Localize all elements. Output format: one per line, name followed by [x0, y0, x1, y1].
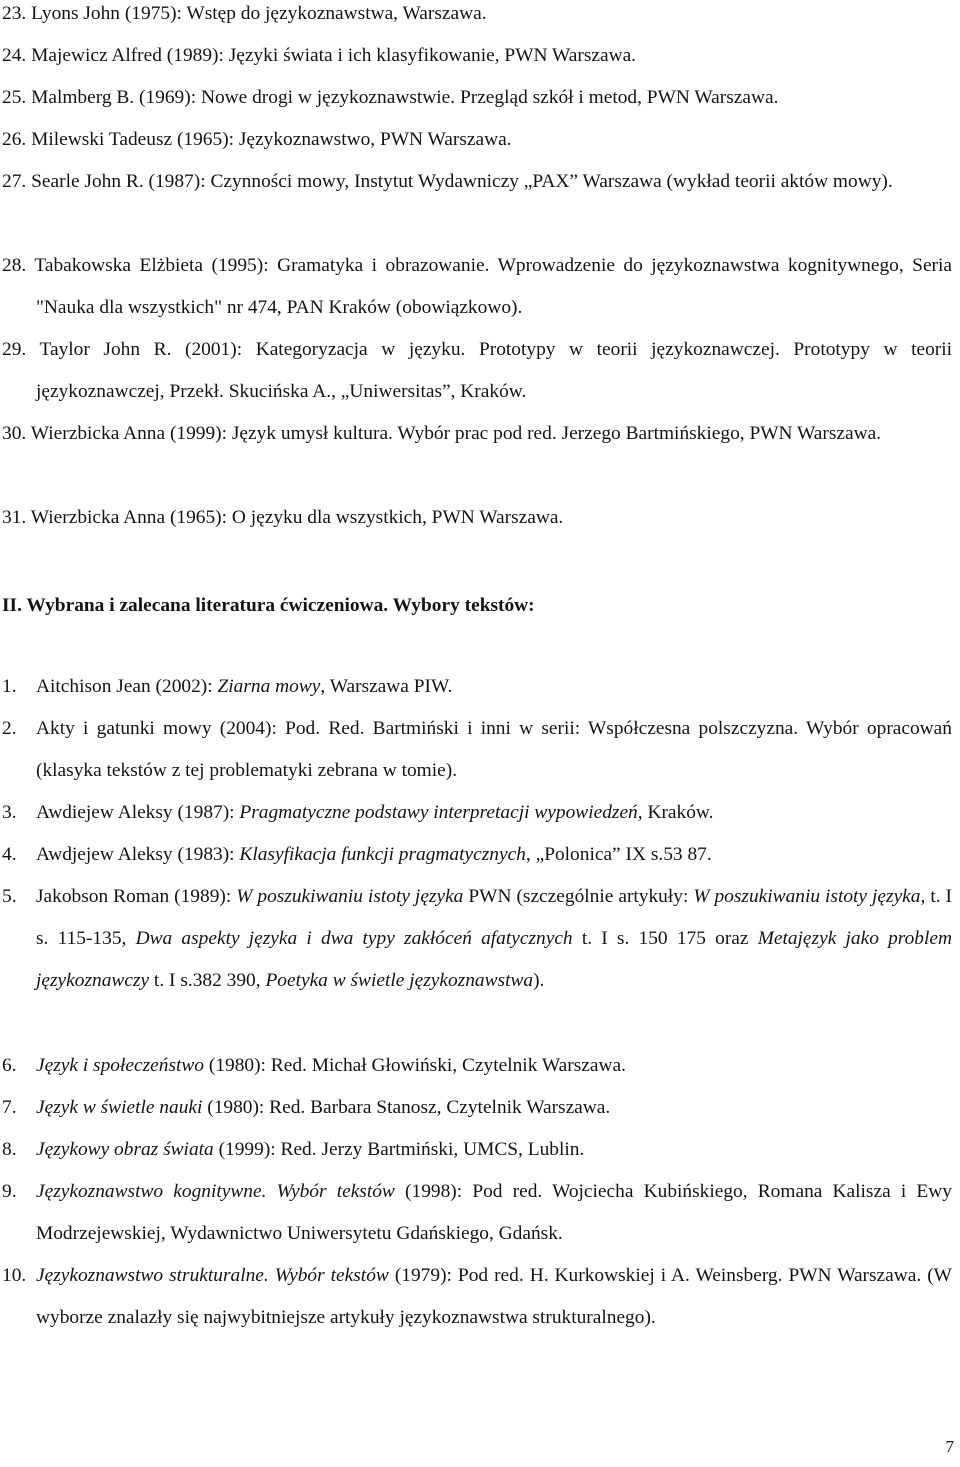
bibliography-entry-30: [0, 413, 952, 455]
entry-number: 3.: [2, 802, 17, 823]
entry-text: Awdjejew Aleksy (1983): Klasyfikacja funkcji pragmatycznych, „Polonica” IX s.53 87.: [36, 844, 712, 865]
entry-text: Jakobson Roman (1989): W poszukiwaniu istoty języka PWN (szczególnie artykuły: W poszukiwaniu istoty języka, t. I s. 115-135, Dwa aspekty języka i dwa typy zakłóceń afatycznych t. I s. 150 175 oraz Metajęzyk jako problem językoznawczy t. I s.382 390, Poetyka w świetle językoznawstwa).: [36, 886, 953, 991]
entry-number: 9.: [2, 1181, 17, 1202]
bibliography-entry-27: [0, 161, 952, 203]
entry-number: 1.: [2, 676, 17, 697]
entry-number: 4.: [2, 844, 17, 865]
bibliography-entry-26: [0, 119, 952, 161]
entry-number: 7.: [2, 1097, 17, 1118]
entry-number: 6.: [2, 1055, 17, 1076]
bibliography-entry-25: [0, 77, 952, 119]
entry-text: 31. Wierzbicka Anna (1965): O języku dla wszystkich, PWN Warszawa.: [2, 507, 564, 528]
entry-text: 29. Taylor John R. (2001): Kategoryzacja w języku. Prototypy w teorii językoznawczej. Prototypy w teorii językoznawczej, Przekł. Skucińska A., „Uniwersitas”, Kraków.: [2, 339, 952, 402]
entry-text: Językoznawstwo strukturalne. Wybór tekstów (1979): Pod red. H. Kurkowskiej i A. Weinsberg. PWN Warszawa. (W wyborze znalazły się najwybitniejsze artykuły językoznawstwa strukturalnego).: [36, 1265, 952, 1328]
reading-entry-5: [0, 876, 952, 1002]
entry-text: 24. Majewicz Alfred (1989): Języki świata i ich klasyfikowanie, PWN Warszawa.: [2, 45, 637, 66]
entry-text: Język w świetle nauki (1980): Red. Barbara Stanosz, Czytelnik Warszawa.: [36, 1097, 611, 1118]
entry-text: Język i społeczeństwo (1980): Red. Michał Głowiński, Czytelnik Warszawa.: [36, 1055, 626, 1076]
bibliography-entry-24: [0, 35, 952, 77]
entry-number: 5.: [2, 886, 17, 907]
entry-text: Akty i gatunki mowy (2004): Pod. Red. Bartmiński i inni w serii: Współczesna polszczyzna. Wybór opracowań (klasyka tekstów z tej problematyki zebrana w tomie).: [36, 718, 952, 781]
entry-text: 25. Malmberg B. (1969): Nowe drogi w językoznawstwie. Przegląd szkół i metod, PWN Warszawa.: [2, 87, 779, 108]
entry-text: Aitchison Jean (2002): Ziarna mowy, Warszawa PIW.: [36, 676, 453, 697]
section-heading: II. Wybrana i zalecana literatura ćwiczeniowa. Wybory tekstów:: [2, 595, 535, 616]
entry-text: 30. Wierzbicka Anna (1999): Język umysł kultura. Wybór prac pod red. Jerzego Bartmińskiego, PWN Warszawa.: [2, 423, 882, 444]
entry-number: 10.: [2, 1265, 27, 1286]
reading-entry-3: [0, 792, 952, 834]
reading-entry-1: [0, 666, 952, 708]
page-number: 7: [945, 1437, 954, 1456]
reading-entry-2: [0, 708, 952, 792]
entry-number: 8.: [2, 1139, 17, 1160]
entry-text: 27. Searle John R. (1987): Czynności mowy, Instytut Wydawniczy „PAX” Warszawa (wykład teorii aktów mowy).: [2, 171, 893, 192]
reading-entry-8: [0, 1129, 952, 1171]
reading-entry-9: [0, 1171, 952, 1255]
entry-text: 28. Tabakowska Elżbieta (1995): Gramatyka i obrazowanie. Wprowadzenie do językoznawstwa kognitywnego, Seria "Nauka dla wszystkich" nr 474, PAN Kraków (obowiązkowo).: [2, 255, 953, 318]
reading-entry-10: [0, 1255, 952, 1339]
bibliography-entry-23: [0, 0, 952, 35]
bibliography-entry-28: [0, 245, 952, 329]
entry-number: 2.: [2, 718, 17, 739]
reading-entry-4: [0, 834, 952, 876]
reading-entry-6: [0, 1045, 952, 1087]
entry-text: Językoznawstwo kognitywne. Wybór tekstów (1998): Pod red. Wojciecha Kubińskiego, Romana Kalisza i Ewy Modrzejewskiej, Wydawnictwo Uniwersytetu Gdańskiego, Gdańsk.: [36, 1181, 952, 1244]
reading-entry-7: [0, 1087, 952, 1129]
entry-text: 23. Lyons John (1975): Wstęp do językoznawstwa, Warszawa.: [2, 3, 487, 24]
bibliography-entry-29: [0, 329, 952, 413]
entry-text: Językowy obraz świata (1999): Red. Jerzy Bartmiński, UMCS, Lublin.: [36, 1139, 585, 1160]
bibliography-entry-31: [0, 497, 952, 539]
entry-text: Awdiejew Aleksy (1987): Pragmatyczne podstawy interpretacji wypowiedzeń, Kraków.: [36, 802, 714, 823]
entry-text: 26. Milewski Tadeusz (1965): Językoznawstwo, PWN Warszawa.: [2, 129, 512, 150]
